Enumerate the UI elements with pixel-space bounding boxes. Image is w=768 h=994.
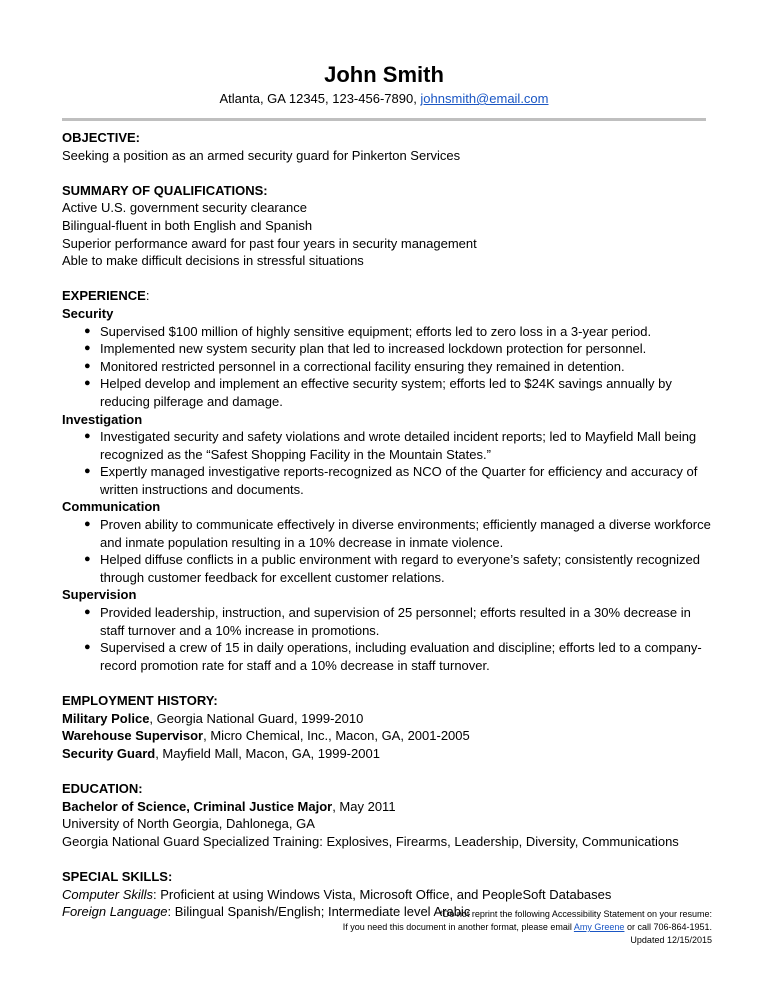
employment-item (62, 710, 712, 728)
objective-section (62, 129, 712, 164)
bullet-text: Investigated security and safety violations and wrote detailed incident reports; led to Mayfield Mall being recognized as the “Safest Shopping Facility in the Mountain States.” (100, 429, 697, 462)
bullet-text: Implemented new system security plan that led to increased lockdown protection for personnel. (100, 341, 647, 357)
education-section (62, 780, 712, 850)
contact-line (62, 91, 706, 106)
bullet-text: Proven ability to communicate effectively in diverse environments; efficiently managed a diverse workforce and inmate population resulting in a 10% decrease in inmate violence. (100, 517, 711, 550)
experience-group-title: Security (62, 305, 114, 321)
skill-label: Computer Skills (62, 886, 154, 902)
school-line: University of North Georgia, Dahlonega, GA (62, 816, 315, 832)
degree-line (62, 798, 712, 816)
bullet-icon: ● (84, 342, 91, 355)
bullet-text: Provided leadership, instruction, and supervision of 25 personnel; efforts resulted in a 30% decrease in staff turnover and a 10% increase in promotions. (100, 605, 691, 638)
training-line: Georgia National Guard Specialized Training: Explosives, Firearms, Leadership, Diversity, Communications (62, 833, 679, 849)
experience-heading: EXPERIENCE (62, 288, 146, 304)
bullet-icon: ● (84, 518, 91, 531)
employment-section (62, 692, 712, 762)
bullet-icon: ● (84, 359, 91, 372)
qualification-item: Superior performance award for past four years in security management (62, 235, 477, 251)
experience-bullet (62, 551, 712, 586)
objective-heading: OBJECTIVE: (62, 130, 141, 145)
skill-item (62, 886, 712, 904)
experience-bullet (62, 323, 712, 341)
job-detail: , Micro Chemical, Inc., Macon, GA, 2001-2005 (203, 728, 470, 744)
experience-bullets-communication (62, 516, 712, 586)
experience-bullets-security (62, 323, 712, 411)
employment-item (62, 727, 712, 745)
job-title: Warehouse Supervisor (62, 728, 204, 744)
experience-section (62, 287, 712, 674)
bullet-icon: ● (84, 641, 91, 654)
bullet-text: Supervised a crew of 15 in daily operations, including evaluation and discipline; efforts led to a company-record promotion rate for staff and a 10% decrease in staff turnover. (100, 640, 702, 673)
experience-group-title: Investigation (62, 411, 143, 427)
qualifications-section (62, 182, 712, 270)
bullet-text: Expertly managed investigative reports-recognized as NCO of the Quarter for efficiency and accuracy of written instructions and documents. (100, 464, 698, 497)
job-title: Military Police (62, 710, 150, 726)
degree-date: , May 2011 (332, 798, 396, 814)
bullet-icon: ● (84, 430, 91, 443)
education-heading: EDUCATION: (62, 780, 143, 796)
experience-bullet (62, 375, 712, 410)
bullet-text: Helped diffuse conflicts in a public environment with regard to everyone’s safety; consistently recognized through customer feedback for excellent customer relations. (100, 552, 701, 585)
footer-contact-prefix: If you need this document in another format, please email (342, 922, 574, 932)
qualification-item: Bilingual-fluent in both English and Spanish (62, 217, 313, 233)
header-divider (62, 118, 706, 121)
experience-bullet (62, 463, 712, 498)
experience-group-title: Supervision (62, 587, 137, 603)
experience-bullet (62, 340, 712, 358)
experience-bullet (62, 639, 712, 674)
experience-group-title: Communication (62, 499, 161, 515)
degree: Bachelor of Science, Criminal Justice Major (62, 798, 333, 814)
employment-item (62, 745, 712, 763)
bullet-icon: ● (84, 377, 91, 390)
resume-name: John Smith (324, 62, 444, 87)
job-detail: , Georgia National Guard, 1999-2010 (149, 710, 364, 726)
footer-updated: Updated 12/15/2015 (630, 935, 712, 945)
objective-text: Seeking a position as an armed security guard for Pinkerton Services (62, 147, 461, 163)
experience-bullet (62, 604, 712, 639)
bullet-icon: ● (84, 553, 91, 566)
bullet-icon: ● (84, 324, 91, 337)
experience-bullet (62, 358, 712, 376)
amy-greene-link[interactable]: Amy Greene (573, 922, 625, 932)
accessibility-footer (343, 908, 712, 947)
bullet-text: Helped develop and implement an effective security system; efforts led to $24K savings annually by reducing pilferage and damage. (100, 376, 672, 409)
bullet-text: Monitored restricted personnel in a correctional facility ensuring they remained in detention. (100, 358, 625, 374)
footer-contact-suffix: or call 706-864-1951. (624, 922, 712, 932)
contact-info: Atlanta, GA 12345, 123-456-7890, (219, 91, 421, 106)
qualifications-heading: SUMMARY OF QUALIFICATIONS: (62, 182, 268, 198)
skills-heading: SPECIAL SKILLS: (62, 868, 173, 884)
employment-heading: EMPLOYMENT HISTORY: (62, 693, 218, 708)
resume-body (62, 129, 712, 938)
skill-text: : Bilingual Spanish/English; Intermediate level Arabic (167, 904, 471, 920)
experience-bullet (62, 516, 712, 551)
experience-heading-line (62, 287, 712, 305)
bullet-icon: ● (84, 465, 91, 478)
email-link[interactable]: johnsmith@email.com (420, 91, 549, 106)
bullet-icon: ● (84, 606, 91, 619)
experience-bullets-investigation (62, 428, 712, 498)
job-detail: , Mayfield Mall, Macon, GA, 1999-2001 (155, 745, 380, 761)
skill-text: : Proficient at using Windows Vista, Microsoft Office, and PeopleSoft Databases (153, 886, 612, 902)
footer-contact (343, 921, 712, 934)
bullet-text: Supervised $100 million of highly sensitive equipment; efforts led to zero loss in a 3-year period. (100, 323, 652, 339)
qualification-item: Active U.S. government security clearance (62, 200, 307, 216)
skill-label: Foreign Language (62, 904, 168, 920)
job-title: Security Guard (62, 745, 156, 761)
footer-note: *Do not reprint the following Accessibility Statement on your resume: (439, 909, 712, 919)
qualification-item: Able to make difficult decisions in stressful situations (62, 253, 364, 269)
experience-bullets-supervision (62, 604, 712, 674)
experience-heading-colon: : (145, 288, 150, 304)
experience-bullet (62, 428, 712, 463)
